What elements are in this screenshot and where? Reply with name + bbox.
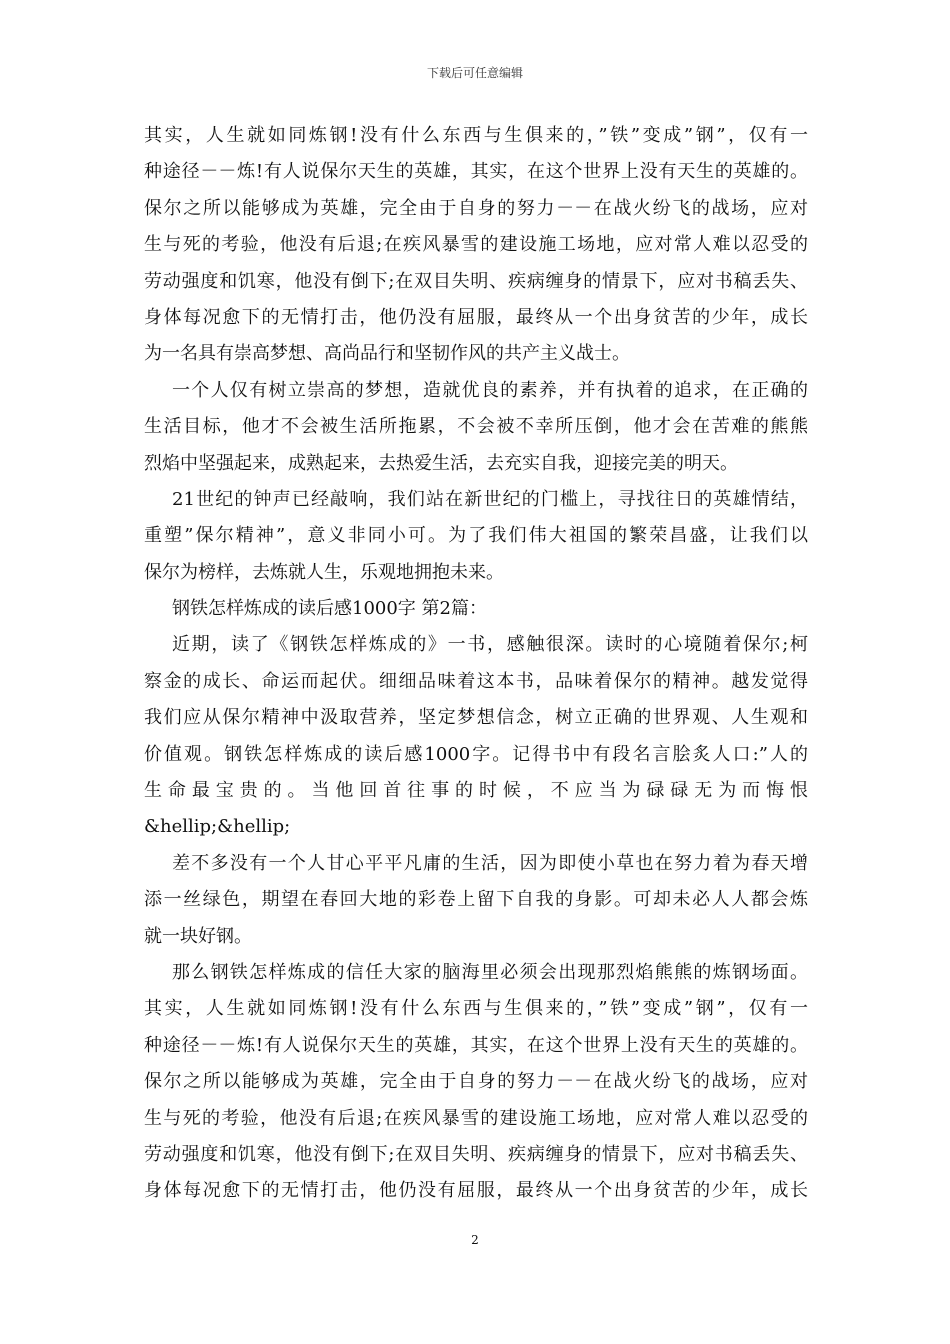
- text-line: 其实，人生就如同炼钢!没有什么东西与生俱来的，”铁”变成”钢”，仅有一: [144, 998, 808, 1020]
- text-line: 为一名具有崇高梦想、高尚品行和坚韧作风的共产主义战士。: [144, 343, 630, 365]
- text-line: 就一块好钢。: [144, 925, 252, 947]
- text-line: 种途径－－炼!有人说保尔天生的英雄，其实，在这个世界上没有天生的英雄的。: [144, 161, 808, 183]
- text-line: 生与死的考验，他没有后退;在疾风暴雪的建设施工场地，应对常人难以忍受的: [144, 234, 808, 256]
- text-line: 添一丝绿色，期望在春回大地的彩卷上留下自我的身影。可却未必人人都会炼: [144, 889, 808, 911]
- text-line: 生与死的考验，他没有后退;在疾风暴雪的建设施工场地，应对常人难以忍受的: [144, 1107, 808, 1129]
- text-line: 劳动强度和饥寒，他没有倒下;在双目失明、疾病缠身的情景下，应对书稿丢失、: [144, 1143, 808, 1165]
- text-line: 种途径－－炼!有人说保尔天生的英雄，其实，在这个世界上没有天生的英雄的。: [144, 1034, 808, 1056]
- text-line: 生 命 最 宝 贵 的 。 当 他 回 首 往 事 的 时 候 ， 不 应 当 为 碌 碌 无 为 而 悔 恨: [144, 780, 808, 802]
- text-line: 身体每况愈下的无情打击，他仍没有屈服，最终从一个出身贫苦的少年，成长: [144, 1180, 808, 1202]
- text-line: 那么钢铁怎样炼成的信任大家的脑海里必须会出现那烈焰熊熊的炼钢场面。: [172, 961, 808, 983]
- page-number: 2: [471, 1233, 479, 1247]
- text-line: 近期，读了《钢铁怎样炼成的》一书，感触很深。读时的心境随着保尔;柯: [172, 634, 808, 656]
- text-line: &hellip;&hellip;: [144, 816, 291, 838]
- text-line: 我们应从保尔精神中汲取营养，坚定梦想信念，树立正确的世界观、人生观和: [144, 707, 808, 729]
- text-line: 差不多没有一个人甘心平平凡庸的生活，因为即使小草也在努力着为春天增: [172, 852, 808, 874]
- text-line: 生活目标，他才不会被生活所拖累，不会被不幸所压倒，他才会在苦难的熊熊: [144, 416, 808, 438]
- text-line: 其实，人生就如同炼钢!没有什么东西与生俱来的，”铁”变成”钢”，仅有一: [144, 125, 808, 146]
- text-line: 价值观。钢铁怎样炼成的读后感1000字。记得书中有段名言脍炙人口:”人的: [144, 743, 808, 765]
- page-header: 下载后可任意编辑: [426, 66, 523, 80]
- text-line: 劳动强度和饥寒，他没有倒下;在双目失明、疾病缠身的情景下，应对书稿丢失、: [144, 270, 808, 292]
- text-line: 身体每况愈下的无情打击，他仍没有屈服，最终从一个出身贫苦的少年，成长: [144, 306, 808, 328]
- text-line: 保尔之所以能够成为英雄，完全由于自身的努力－－在战火纷飞的战场，应对: [144, 1071, 808, 1093]
- text-line: 烈焰中坚强起来，成熟起来，去热爱生活，去充实自我，迎接完美的明天。: [144, 452, 738, 474]
- text-line: 察金的成长、命运而起伏。细细品味着这本书，品味着保尔的精神。越发觉得: [144, 670, 808, 692]
- text-line: 一个人仅有树立崇高的梦想，造就优良的素养，并有执着的追求，在正确的: [172, 379, 808, 401]
- text-line: 重塑”保尔精神”，意义非同小可。为了我们伟大祖国的繁荣昌盛，让我们以: [144, 525, 808, 547]
- text-line: 保尔为榜样，去炼就人生，乐观地拥抱未来。: [144, 561, 504, 583]
- text-line: 保尔之所以能够成为英雄，完全由于自身的努力－－在战火纷飞的战场，应对: [144, 197, 808, 219]
- document-body: [144, 118, 808, 1210]
- text-line: 21世纪的钟声已经敲响，我们站在新世纪的门槛上，寻找往日的英雄情结，: [172, 488, 808, 510]
- section-heading: 钢铁怎样炼成的读后感1000字 第2篇：: [172, 598, 487, 620]
